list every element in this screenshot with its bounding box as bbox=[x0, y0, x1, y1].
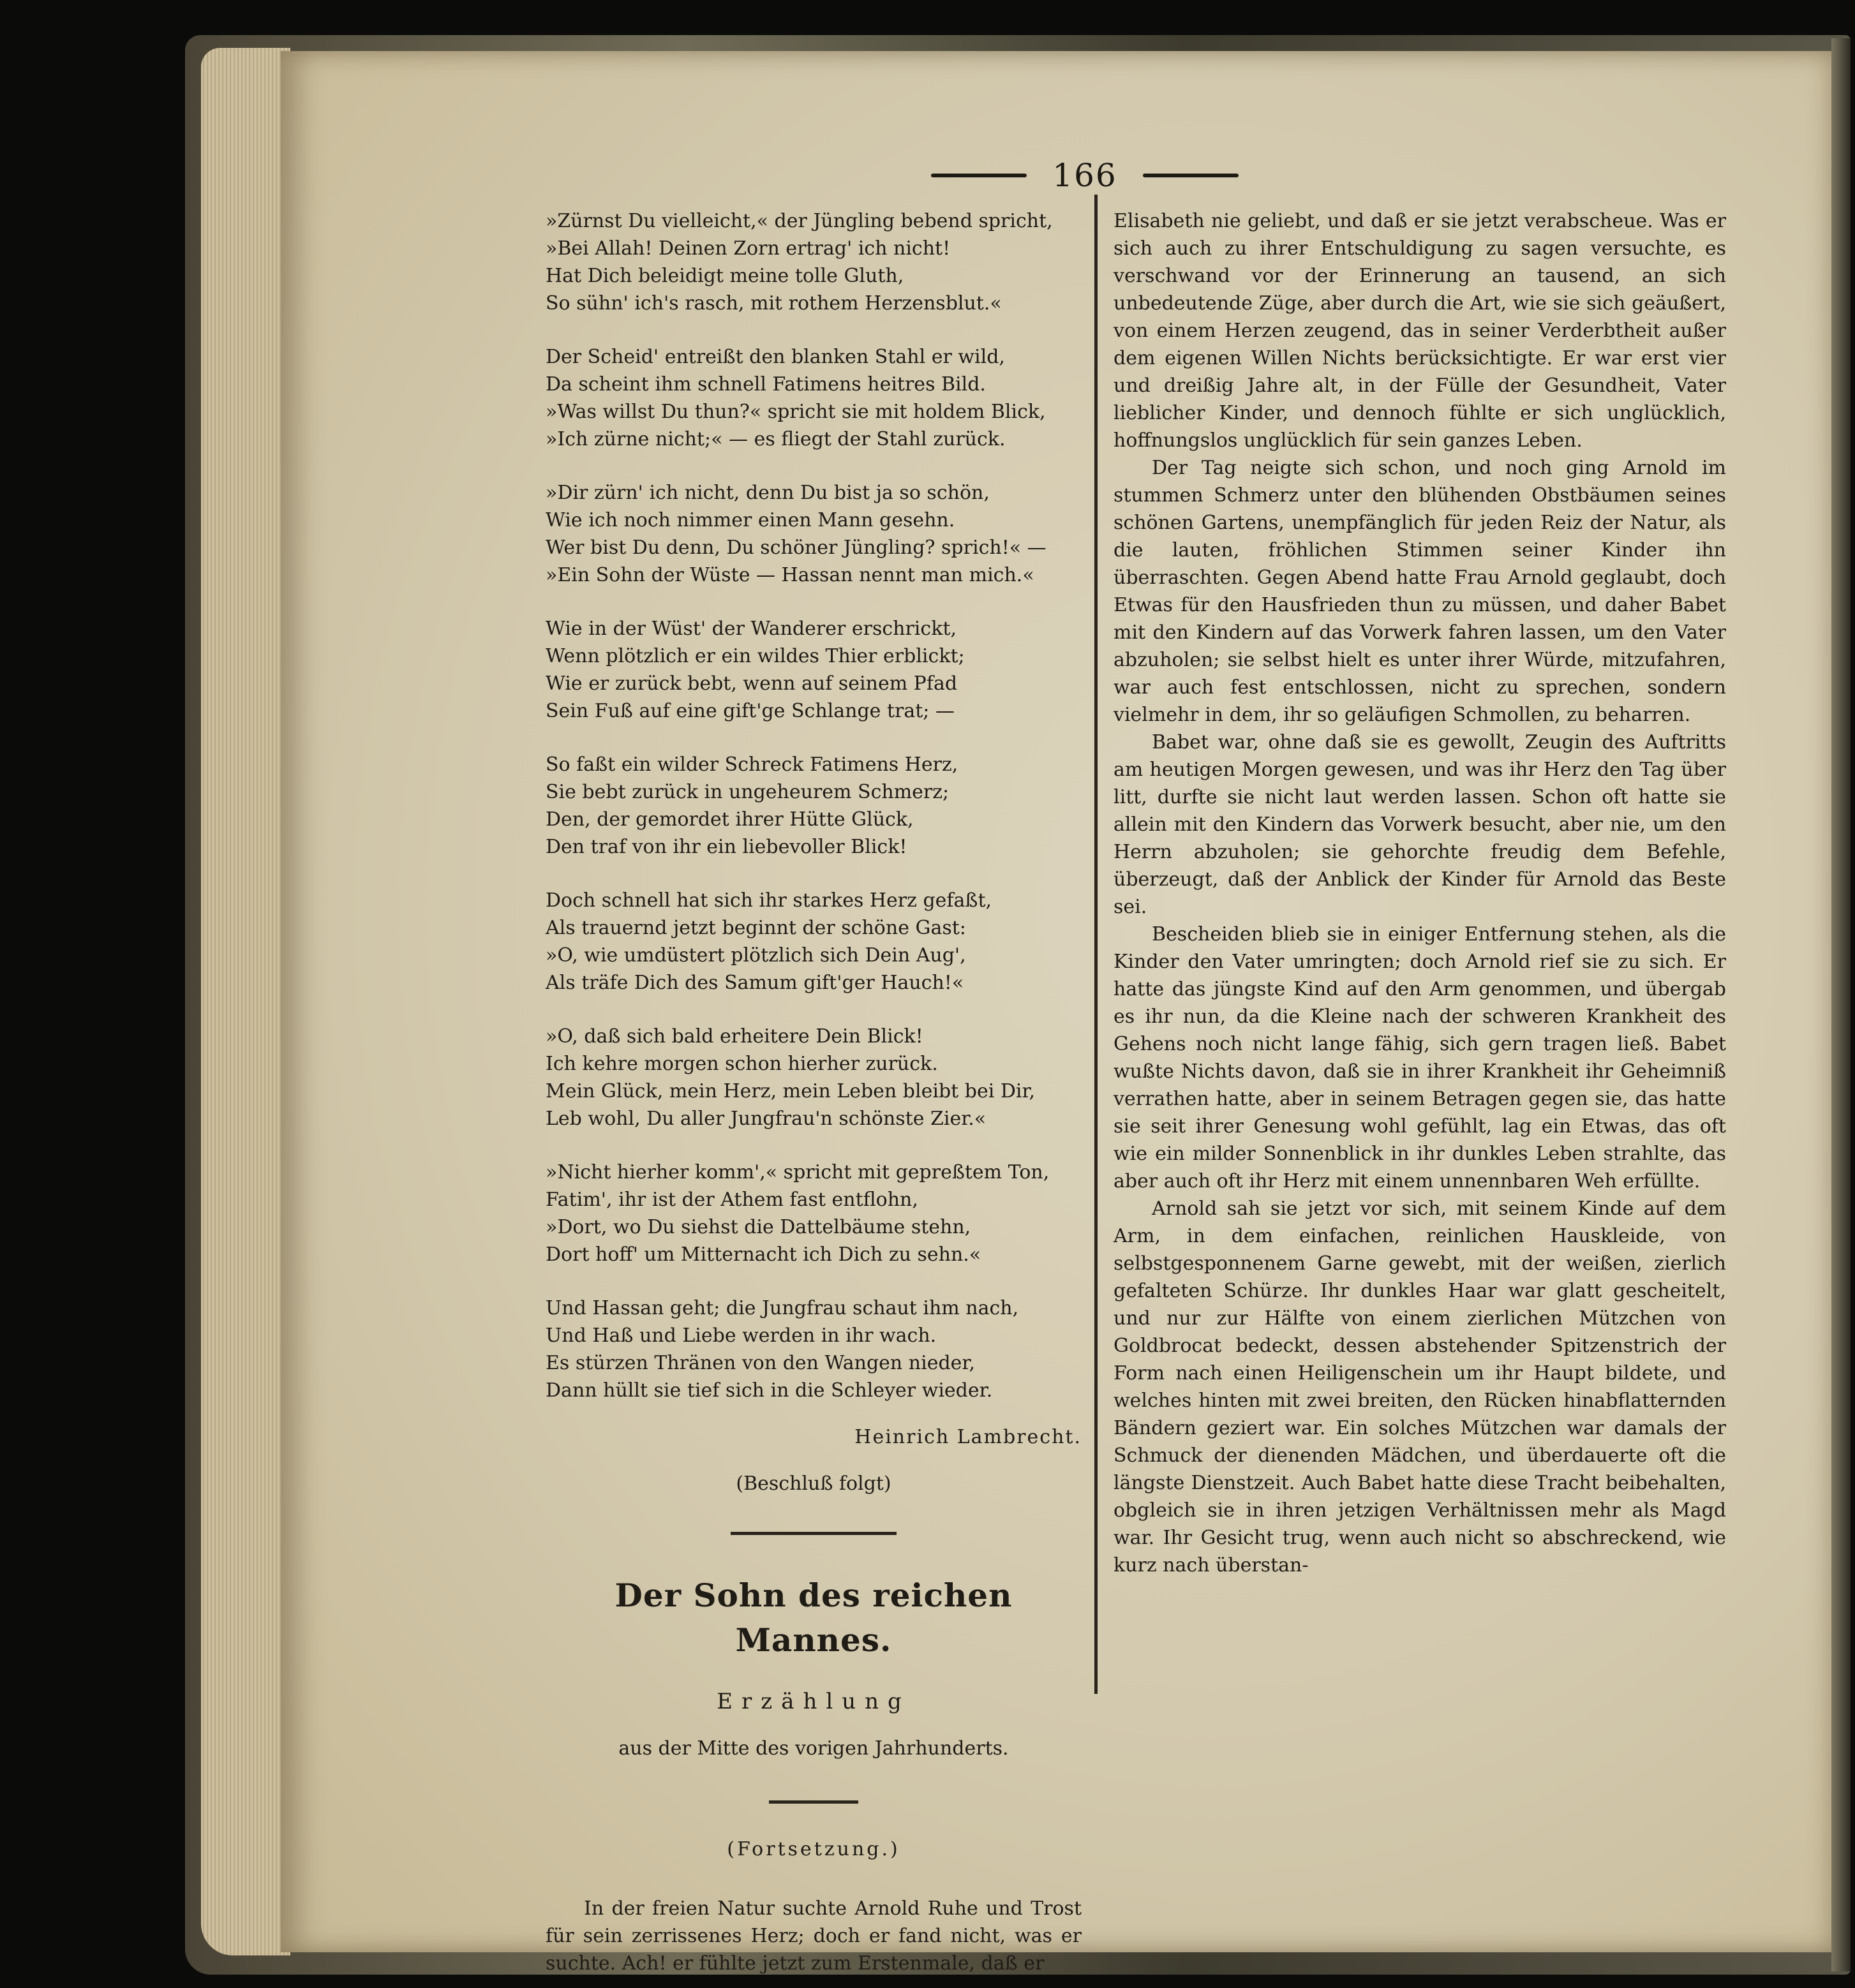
poem-line: Dort hoff' um Mitternacht ich Dich zu sehn.« bbox=[546, 1243, 981, 1266]
poem-stanza bbox=[546, 1294, 1082, 1404]
poem-line: Wie ich noch nimmer einen Mann gesehn. bbox=[546, 509, 955, 531]
poem-stanza bbox=[546, 1159, 1082, 1268]
poem-line: Als träfe Dich des Samum gift'ger Hauch!« bbox=[546, 972, 964, 994]
story-paragraph bbox=[1114, 1195, 1726, 1579]
poem-line: So sühn' ich's rasch, mit rothem Herzensblut.« bbox=[546, 292, 1002, 315]
story-paragraph-text: In der freien Natur suchte Arnold Ruhe und Trost für sein zerrissenes Herz; doch er fand nicht, was er suchte. Ach! er fühlte jetzt zum Erstenmale, daß er bbox=[546, 1897, 1082, 1975]
poem-stanza bbox=[546, 343, 1082, 453]
poem-line: »Bei Allah! Deinen Zorn ertrag' ich nicht! bbox=[546, 237, 951, 260]
poem-line: Als trauernd jetzt beginnt der schöne Gast: bbox=[546, 917, 966, 939]
poem-stanza bbox=[546, 479, 1082, 589]
poem-line: »O, wie umdüstert plötzlich sich Dein Aug', bbox=[546, 944, 966, 967]
poem-line: »Zürnst Du vielleicht,« der Jüngling bebend spricht, bbox=[546, 210, 1053, 232]
poem-line: Ich kehre morgen schon hierher zurück. bbox=[546, 1053, 938, 1075]
left-column bbox=[546, 207, 1082, 1977]
page-number: 166 bbox=[1052, 157, 1117, 194]
poem-line: Fatim', ihr ist der Athem fast entflohn, bbox=[546, 1189, 918, 1211]
poem-line: »Ein Sohn der Wüste — Hassan nennt man mich.« bbox=[546, 564, 1034, 586]
story-heading bbox=[546, 1573, 1082, 1863]
poem-line: Doch schnell hat sich ihr starkes Herz gefaßt, bbox=[546, 889, 992, 912]
right-column bbox=[1114, 207, 1726, 1579]
heading-divider bbox=[769, 1800, 858, 1804]
poem-line: Wenn plötzlich er ein wildes Thier erblickt; bbox=[546, 645, 965, 667]
poem-line: Wie er zurück bebt, wenn auf seinem Pfad bbox=[546, 672, 958, 695]
poem-stanza bbox=[546, 751, 1082, 861]
poem-line: »Nicht hierher komm',« spricht mit gepreßtem Ton, bbox=[546, 1161, 1050, 1183]
poem-author: Heinrich Lambrecht. bbox=[854, 1426, 1082, 1448]
story-paragraph bbox=[546, 1895, 1082, 1977]
story-paragraph bbox=[1114, 729, 1726, 921]
poem-line: Mein Glück, mein Herz, mein Leben bleibt bei Dir, bbox=[546, 1080, 1036, 1102]
poem-line: Hat Dich beleidigt meine tolle Gluth, bbox=[546, 265, 904, 287]
header-rule-left bbox=[931, 174, 1027, 177]
poem-line: Und Hassan geht; die Jungfrau schaut ihm nach, bbox=[546, 1297, 1019, 1319]
story-paragraph-text: Bescheiden blieb sie in einiger Entfernung stehen, als die Kinder den Vater umringten; doch Arnold rief sie zu sich. Er hatte das jüngste Kind auf den Arm genommen, und übergab es ihr nun, da die Kleine nach der schweren Krankheit des Gehens noch nicht lange fähig, sich gern tragen ließ. Babet wußte Nichts davon, daß sie in ihrer Krankheit ihr Geheimniß verrathen hatte, aber in seinem Betragen gegen sie, das hatte sie seit ihrer Genesung wohl gefühlt, lag ein Etwas, das oft wie ein milder Sonnenblick in ihr dunkles Leben strahlte, das aber auch oft ihr Herz mit einem unnennbaren Weh erfüllte. bbox=[1114, 923, 1726, 1192]
poem-line: Wie in der Wüst' der Wanderer erschrickt, bbox=[546, 618, 957, 640]
poem-line: »Was willst Du thun?« spricht sie mit holdem Blick, bbox=[546, 401, 1046, 423]
section-divider bbox=[731, 1532, 897, 1535]
header-rule-right bbox=[1143, 174, 1239, 177]
poem-line: Den, der gemordet ihrer Hütte Glück, bbox=[546, 808, 914, 831]
poem bbox=[546, 207, 1082, 1497]
story-paragraph-text: Arnold sah sie jetzt vor sich, mit seinem Kinde auf dem Arm, in dem einfachen, reinlichen Hauskleide, von selbstgesponnenem Garne gewebt, mit der weißen, zierlich gefalteten Schürze. Ihr dunkles Haar war glatt gescheitelt, und nur zur Hälfte von einem zierlichen Mützchen von Goldbrocat bedeckt, dessen abstehender Spitzenstrich der Form nach einen Heiligenschein um ihr Haupt bildete, und welches hinten mit zwei breiten, den Rücken hinabflatternden Bändern geziert war. Ein solches Mützchen war damals der Schmuck der dienenden Mädchen, und überdauerte oft die längste Dienstzeit. Auch Babet hatte diese Tracht beibehalten, obgleich sie in ihren jetzigen Verhältnissen mehr als Magd war. Ihr Gesicht trug, wenn auch nicht so abschreckend, wie kurz nach überstan- bbox=[1114, 1198, 1726, 1576]
poem-line: »Dort, wo Du siehst die Dattelbäume stehn, bbox=[546, 1216, 971, 1238]
poem-line: Der Scheid' entreißt den blanken Stahl er wild, bbox=[546, 346, 1005, 368]
poem-line: Dann hüllt sie tief sich in die Schleyer wieder. bbox=[546, 1379, 993, 1402]
story-paragraph bbox=[1114, 921, 1726, 1195]
poem-line: Sie bebt zurück in ungeheurem Schmerz; bbox=[546, 781, 950, 803]
poem-line: »O, daß sich bald erheitere Dein Blick! bbox=[546, 1025, 923, 1048]
binding-edge-right bbox=[1831, 38, 1851, 1971]
poem-line: Und Haß und Liebe werden in ihr wach. bbox=[546, 1324, 937, 1347]
poem-stanza bbox=[546, 887, 1082, 997]
story-paragraph-text: Babet war, ohne daß sie es gewollt, Zeugin des Auftritts am heutigen Morgen gewesen, und was ihr Herz den Tag über litt, durfte sie nicht laut werden lassen. Schon oft hatte sie allein mit den Kindern das Vorwerk besucht, aber nie, um den Herrn abzuholen; sie gehorchte freudig dem Befehle, überzeugt, daß der Anblick der Kinder für Arnold das Beste sei. bbox=[1114, 731, 1726, 918]
poem-line: So faßt ein wilder Schreck Fatimens Herz, bbox=[546, 753, 958, 776]
continuation-note: (Beschluß folgt) bbox=[736, 1472, 891, 1495]
poem-line: »Dir zürn' ich nicht, denn Du bist ja so schön, bbox=[546, 482, 990, 504]
poem-line: Sein Fuß auf eine gift'ge Schlange trat; — bbox=[546, 700, 955, 722]
poem-stanza bbox=[546, 615, 1082, 725]
story-paragraph-text: Der Tag neigte sich schon, und noch ging Arnold im stummen Schmerz unter den blühenden Obstbäumen seines schönen Gartens, unempfänglich für jeden Reiz der Natur, als die lauten, fröhlichen Stimmen seiner Kinder ihn überraschten. Gegen Abend hatte Frau Arnold geglaubt, doch Etwas für den Hausfrieden thun zu müssen, und daher Babet mit den Kindern auf das Vorwerk fahren lassen, um den Vater abzuholen; sie selbst hielt es unter ihrer Würde, mitzufahren, war auch fest entschlossen, nicht zu sprechen, sondern vielmehr in dem, ihr so geläufigen Schmollen, zu beharren. bbox=[1114, 457, 1726, 726]
poem-line: Wer bist Du denn, Du schöner Jüngling? sprich!« — bbox=[546, 537, 1047, 559]
column-divider bbox=[1094, 195, 1098, 1694]
story-subtitle: Erzählung bbox=[717, 1689, 911, 1714]
story-paragraph: Elisabeth nie geliebt, und daß er sie jetzt verabscheue. Was er sich auch zu ihrer Entschuldigung zu sagen versuchte, es verschwand vor der Erinnerung an tausend, an sich unbedeutende Züge, aber durch die Art, wie sie sich geäußert, von einem Herzen zeugend, das in seiner Verderbtheit außer dem eigenen Willen Nichts berücksichtigte. Er war erst vier und dreißig Jahre alt, in der Fülle der Gesundheit, Vater lieblicher Kinder, und dennoch fühlte er sich unglücklich, hoffnungslos unglücklich für sein ganzes Leben. bbox=[1114, 210, 1726, 452]
poem-line: »Ich zürne nicht;« — es fliegt der Stahl zurück. bbox=[546, 428, 1006, 450]
page-header bbox=[919, 153, 1251, 198]
story-paragraph bbox=[1114, 454, 1726, 729]
story-subtitle-line2: aus der Mitte des vorigen Jahrhunderts. bbox=[618, 1737, 1009, 1760]
page-stack-edge bbox=[201, 48, 290, 1955]
poem-line: Es stürzen Thränen von den Wangen nieder, bbox=[546, 1352, 975, 1374]
poem-line: Leb wohl, Du aller Jungfrau'n schönste Zier.« bbox=[546, 1108, 987, 1130]
story-continuation: (Fortsetzung.) bbox=[727, 1838, 900, 1860]
story-title: Der Sohn des reichen Mannes. bbox=[615, 1576, 1013, 1659]
poem-line: Da scheint ihm schnell Fatimens heitres Bild. bbox=[546, 373, 986, 396]
poem-stanza bbox=[546, 207, 1082, 317]
poem-line: Den traf von ihr ein liebevoller Blick! bbox=[546, 836, 907, 858]
poem-stanza bbox=[546, 1023, 1082, 1132]
